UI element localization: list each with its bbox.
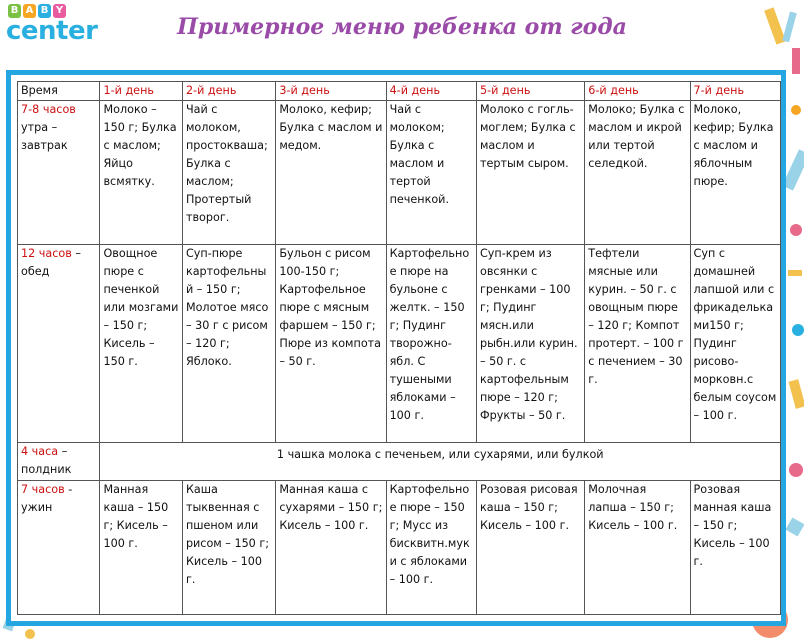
menu-cell: Молоко – 150 г; Булка с маслом; Яйцо всмятку. (100, 101, 182, 245)
menu-cell: Манная каша – 150 г; Кисель – 100 г. (100, 481, 182, 615)
menu-cell: Суп с домашней лапшой или с фрикадельками150 г; Пудинг рисово-морковн.с белым соусом – 100 г. (690, 245, 780, 443)
menu-cell: Бульон с рисом 100-150 г; Картофельное пюре с мясным фаршем – 150 г; Пюре из компота – 50 г. (276, 245, 386, 443)
menu-cell: Молоко, кефир; Булка с маслом и медом. (276, 101, 386, 245)
row-head-lunch (18, 245, 100, 443)
snack-cell: 1 чашка молока с печеньем, или сухарями, или булкой (100, 443, 781, 481)
menu-cell: Молоко, кефир; Булка с маслом и яблочным пюре. (690, 101, 780, 245)
logo-letter: B (8, 4, 21, 18)
menu-cell: Молоко; Булка с маслом и икрой или тертой селедкой. (585, 101, 690, 245)
table-row-snack (18, 443, 781, 481)
menu-cell: Чай с молоком; Булка с маслом и тертой печенкой. (386, 101, 476, 245)
table-row-dinner (18, 481, 781, 615)
table-header-row (18, 82, 781, 101)
meal-time: 7 часов (21, 483, 65, 496)
meal-time: 4 часа (21, 445, 59, 458)
menu-cell: Суп-крем из овсянки с гренками – 100 г; Пудинг мясн.или рыбн.или курин. – 50 г. с картофельным пюре – 120 г; Фрукты – 50 г. (476, 245, 584, 443)
logo-letter: A (23, 4, 36, 18)
menu-cell: Розовая рисовая каша – 150 г; Кисель – 100 г. (476, 481, 584, 615)
header-day: 4-й день (386, 82, 476, 101)
menu-cell: Картофельное пюре на бульоне с желтк. – 150 г; Пудинг творожно-ябл. С тушеными яблоками – 100 г. (386, 245, 476, 443)
menu-cell: Розовая манная каша – 150 г; Кисель – 100 г. (690, 481, 780, 615)
page-title: Примерное меню ребенка от года (177, 14, 627, 40)
menu-cell: Овощное пюре с печенкой или мозгами – 150 г; Кисель – 150 г. (100, 245, 182, 443)
table-row-breakfast (18, 101, 781, 245)
logo-letter: B (38, 4, 51, 18)
header-time: Время (18, 82, 100, 101)
logo-letter: Y (53, 4, 66, 18)
meal-label: – полдник (21, 445, 72, 476)
menu-table-frame (6, 70, 786, 626)
meal-label: – обед (21, 247, 82, 278)
header-day: 5-й день (476, 82, 584, 101)
menu-cell: Манная каша с сухарями – 150 г; Кисель – 100 г. (276, 481, 386, 615)
header-day: 6-й день (585, 82, 690, 101)
meal-time: 7-8 часов (21, 103, 76, 116)
menu-table (17, 81, 781, 615)
menu-cell: Каша тыквенная с пшеном или рисом – 150 г; Кисель – 100 г. (182, 481, 275, 615)
header-day: 1-й день (100, 82, 182, 101)
menu-cell: Чай с молоком, простокваша; Булка с маслом; Протертый творог. (182, 101, 275, 245)
row-head-dinner (18, 481, 100, 615)
menu-cell: Тефтели мясные или курин. – 50 г. с овощным пюре – 120 г; Компот протерт. – 100 г с печением – 30 г. (585, 245, 690, 443)
menu-cell: Молочная лапша – 150 г; Кисель – 100 г. (585, 481, 690, 615)
row-head-snack (18, 443, 100, 481)
row-head-breakfast (18, 101, 100, 245)
menu-cell: Молоко с гогль-моглем; Булка с маслом и тертым сыром. (476, 101, 584, 245)
meal-label: - ужин (21, 483, 73, 514)
menu-cell: Картофельное пюре – 150 г; Мусс из бисквитн.муки с яблоками – 100 г. (386, 481, 476, 615)
header-day: 3-й день (276, 82, 386, 101)
header-day: 7-й день (690, 82, 780, 101)
table-row-lunch (18, 245, 781, 443)
header-day: 2-й день (182, 82, 275, 101)
logo-center-text: center (6, 16, 98, 46)
menu-cell: Суп-пюре картофельный – 150 г; Молотое мясо – 30 г с рисом – 120 г; Яблоко. (182, 245, 275, 443)
meal-time: 12 часов (21, 247, 72, 260)
meal-label: утра – завтрак (21, 121, 68, 152)
